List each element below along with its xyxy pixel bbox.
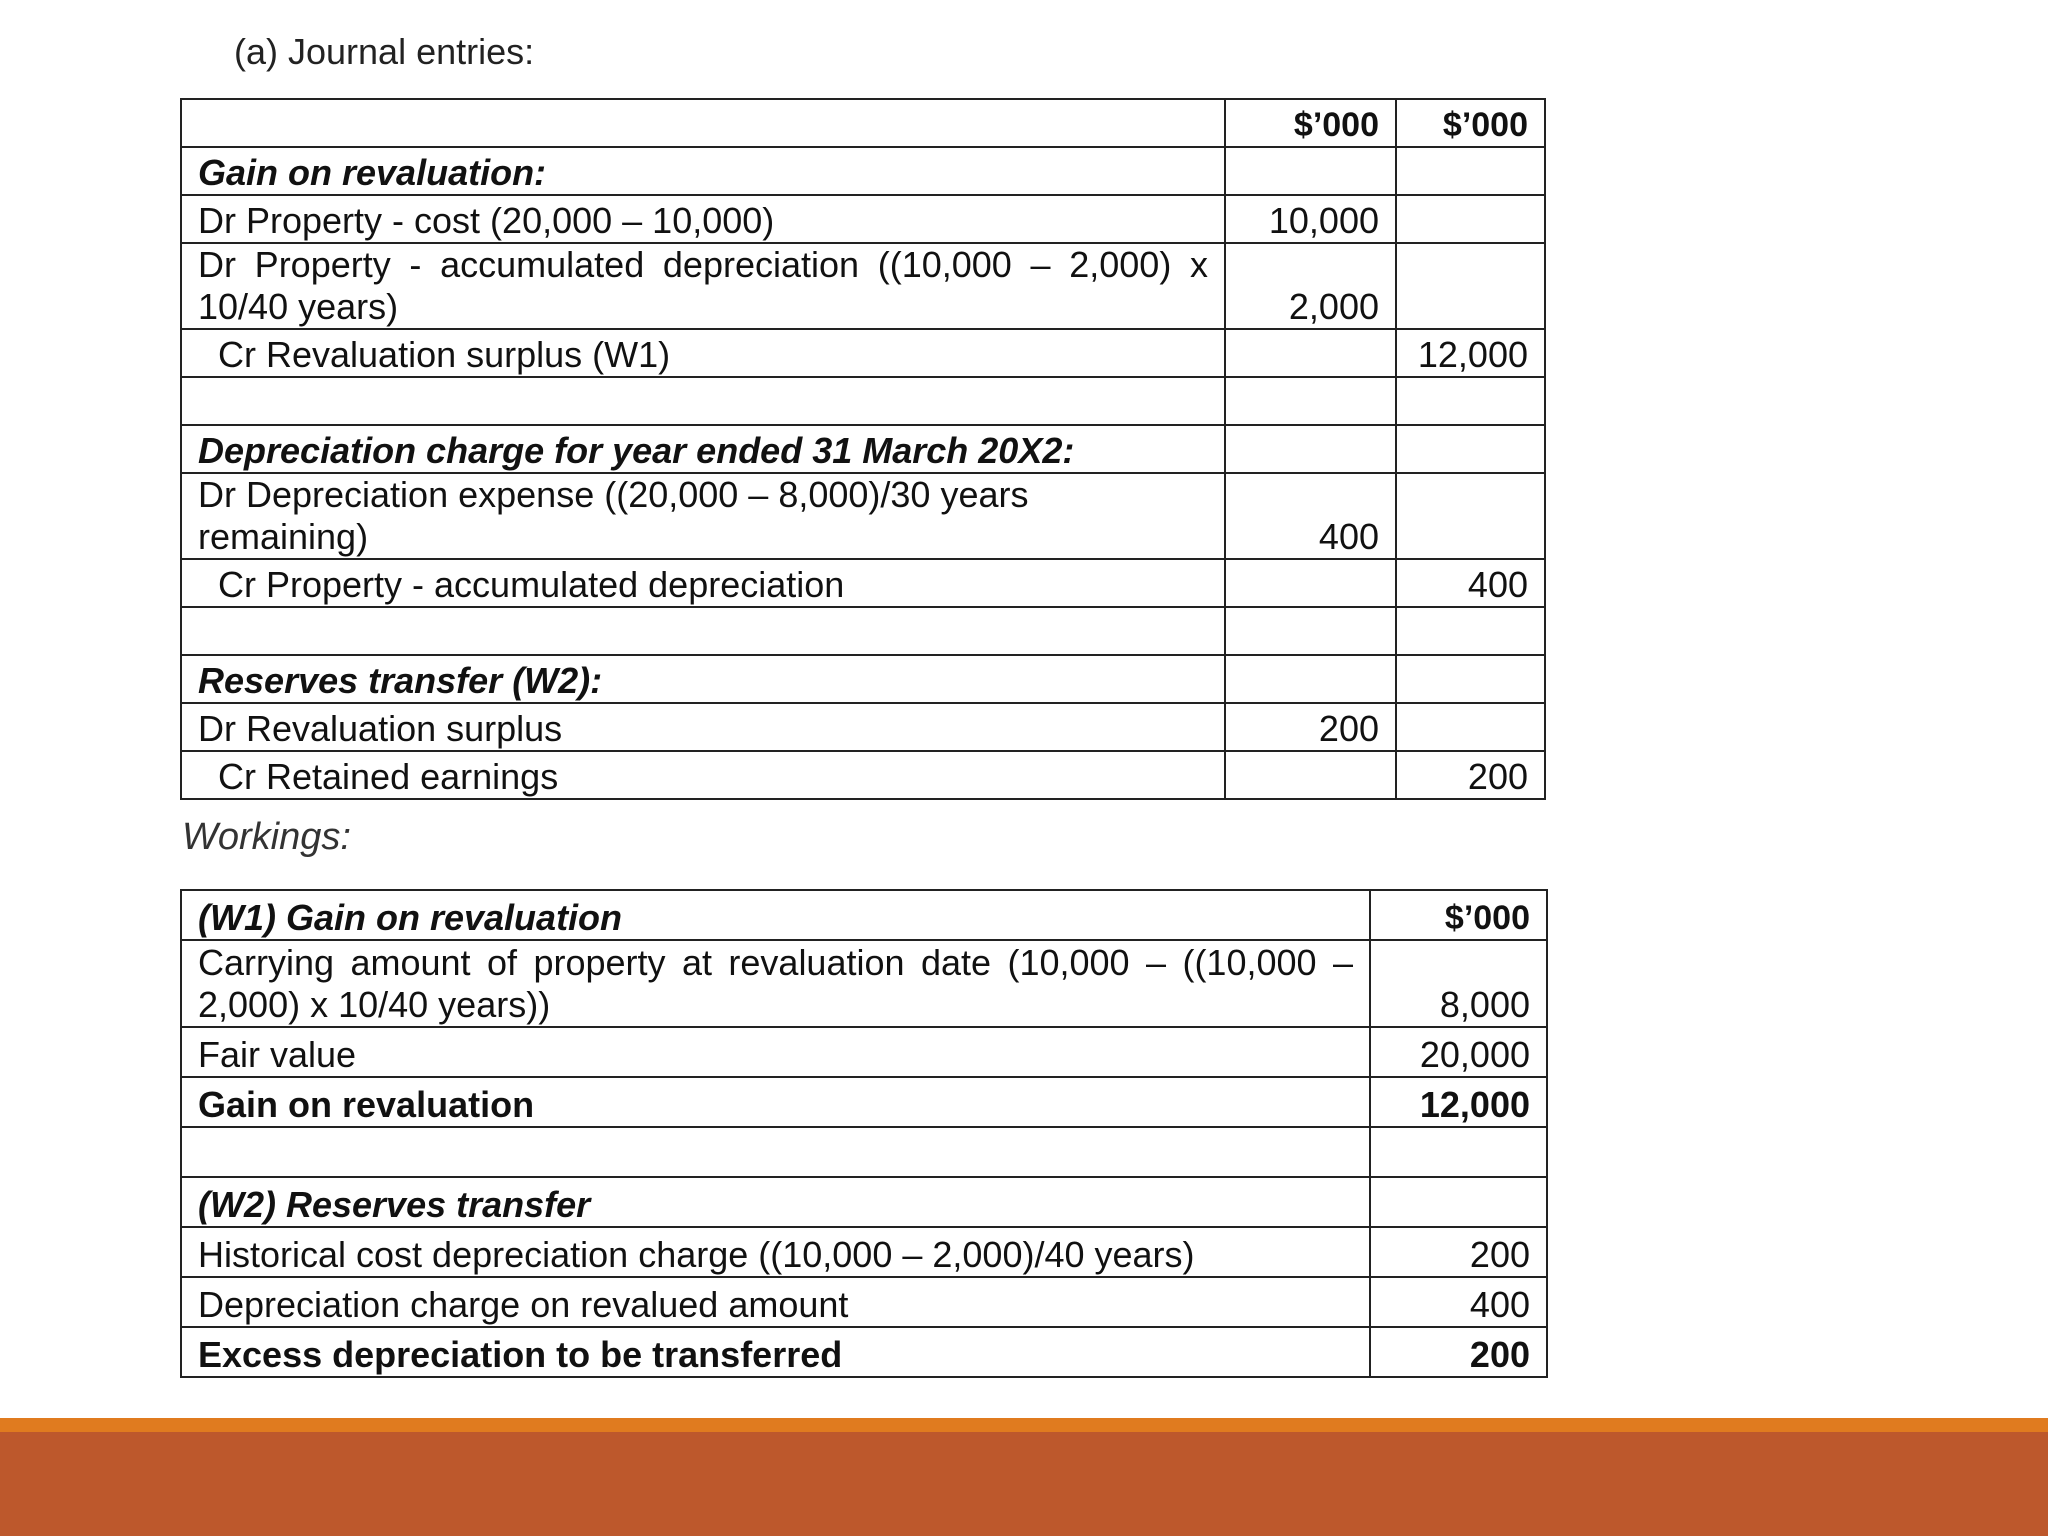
credit-cell [1396,425,1545,473]
credit-cell: 200 [1396,751,1545,799]
table-row [181,559,1545,607]
table-row-total [181,1327,1547,1377]
table-row-blank [181,607,1545,655]
working-total-label: Excess depreciation to be transferred [181,1327,1370,1377]
table-row-blank [181,377,1545,425]
debit-cell: 400 [1225,473,1396,559]
entry-description: Cr Revaluation surplus (W1) [181,329,1225,377]
table-row [181,751,1545,799]
credit-cell: 12,000 [1396,329,1545,377]
credit-cell [1396,195,1545,243]
amount-column-header: $’000 [1370,890,1547,940]
debit-cell [1225,147,1396,195]
working-total-label: Gain on revaluation [181,1077,1370,1127]
debit-cell: 200 [1225,703,1396,751]
amount-cell: 400 [1370,1277,1547,1327]
workings-heading: Workings: [182,816,351,858]
debit-cell [1225,751,1396,799]
debit-cell [1225,607,1396,655]
entry-description: Dr Property - cost (20,000 – 10,000) [181,195,1225,243]
working-total-amount: 12,000 [1370,1077,1547,1127]
table-row [181,1227,1547,1277]
entry-description: Dr Revaluation surplus [181,703,1225,751]
entry-description: Cr Property - accumulated depreciation [181,559,1225,607]
table-row [181,329,1545,377]
amount-cell [1370,1177,1547,1227]
table-row [181,147,1545,195]
working-total-amount: 200 [1370,1327,1547,1377]
entry-description [181,607,1225,655]
debit-cell [1225,655,1396,703]
amount-cell: 8,000 [1370,940,1547,1027]
section-title-gain-on-revaluation: Gain on revaluation: [181,147,1225,195]
amount-cell [1370,1127,1547,1177]
debit-cell [1225,559,1396,607]
journal-entries-table [180,98,1546,800]
working-description: Fair value [181,1027,1370,1077]
table-header-row [181,99,1545,147]
credit-cell [1396,243,1545,329]
credit-cell [1396,655,1545,703]
working-description: Historical cost depreciation charge ((10,000 – 2,000)/40 years) [181,1227,1370,1277]
table-row [181,243,1545,329]
table-row [181,1177,1547,1227]
section-title-depreciation-charge: Depreciation charge for year ended 31 March 20X2: [181,425,1225,473]
debit-cell [1225,329,1396,377]
table-row [181,1277,1547,1327]
entry-description: Cr Retained earnings [181,751,1225,799]
section-title-w2: (W2) Reserves transfer [181,1177,1370,1227]
table-row [181,890,1547,940]
working-description [181,1127,1370,1177]
entry-description: Dr Property - accumulated depreciation ((10,000 – 2,000) x 10/40 years) [181,243,1225,329]
credit-cell [1396,607,1545,655]
workings-table [180,889,1548,1378]
table-row [181,473,1545,559]
working-description: Carrying amount of property at revaluation date (10,000 – ((10,000 – 2,000) x 10/40 years)) [181,940,1370,1027]
debit-cell: 2,000 [1225,243,1396,329]
table-row [181,195,1545,243]
table-row [181,703,1545,751]
footer-band [0,1432,2048,1536]
table-row [181,940,1547,1027]
debit-cell [1225,377,1396,425]
amount-cell: 20,000 [1370,1027,1547,1077]
working-description: Depreciation charge on revalued amount [181,1277,1370,1327]
credit-column-header: $’000 [1396,99,1545,147]
credit-cell [1396,703,1545,751]
credit-cell [1396,377,1545,425]
table-row [181,655,1545,703]
journal-entries-heading: (a) Journal entries: [234,31,535,72]
entry-description [181,377,1225,425]
table-row [181,425,1545,473]
entry-description: Dr Depreciation expense ((20,000 – 8,000)/30 years remaining) [181,473,1225,559]
credit-cell [1396,473,1545,559]
debit-cell [1225,425,1396,473]
debit-column-header: $’000 [1225,99,1396,147]
credit-cell [1396,147,1545,195]
section-title-reserves-transfer: Reserves transfer (W2): [181,655,1225,703]
table-row-blank [181,1127,1547,1177]
section-title-w1: (W1) Gain on revaluation [181,890,1370,940]
header-blank-cell [181,99,1225,147]
credit-cell: 400 [1396,559,1545,607]
table-row-total [181,1077,1547,1127]
amount-cell: 200 [1370,1227,1547,1277]
debit-cell: 10,000 [1225,195,1396,243]
table-row [181,1027,1547,1077]
footer-accent-stripe [0,1418,2048,1432]
